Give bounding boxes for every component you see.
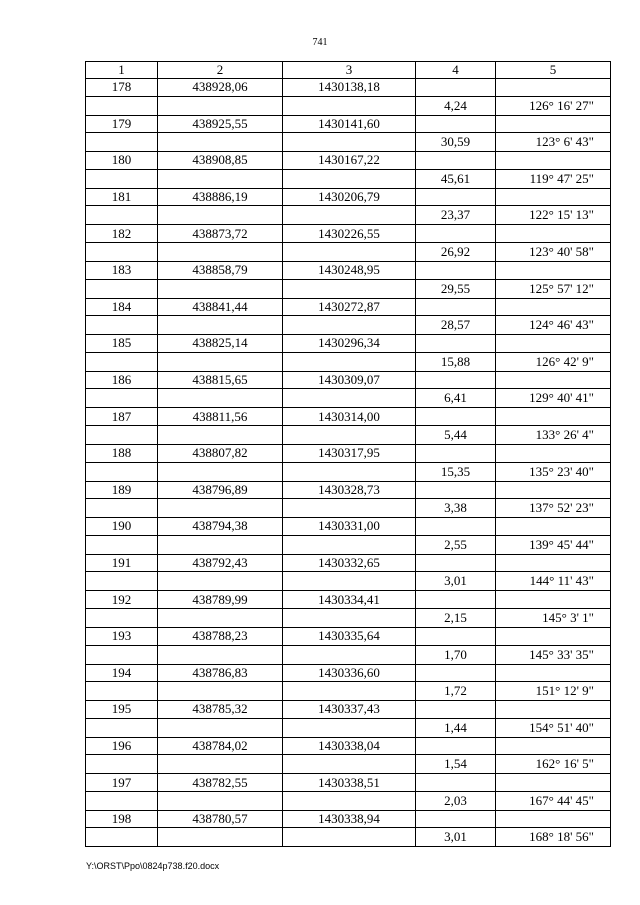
point-number-cell: 187	[86, 408, 158, 426]
bearing-cell	[496, 701, 611, 719]
bearing-cell: 126° 16' 27"	[496, 96, 611, 115]
bearing-cell: 135° 23' 40"	[496, 462, 611, 481]
file-path-footer: Y:\ORST\Ppo\0824p738.f20.docx	[86, 861, 220, 871]
distance-cell: 45,61	[416, 169, 496, 188]
x-coordinate-cell	[158, 242, 283, 261]
y-coordinate-cell	[283, 791, 416, 810]
point-number-cell	[86, 206, 158, 225]
y-coordinate-cell: 1430338,94	[283, 810, 416, 828]
distance-cell	[416, 79, 496, 97]
y-coordinate-cell: 1430331,00	[283, 518, 416, 536]
x-coordinate-cell	[158, 682, 283, 701]
y-coordinate-cell: 1430138,18	[283, 79, 416, 97]
bearing-cell	[496, 554, 611, 572]
point-row	[86, 225, 611, 243]
x-coordinate-cell: 438908,85	[158, 152, 283, 170]
point-number-cell	[86, 828, 158, 847]
point-number-cell	[86, 242, 158, 261]
segment-row	[86, 499, 611, 518]
x-coordinate-cell: 438782,55	[158, 774, 283, 792]
table-header-row	[86, 62, 611, 79]
x-coordinate-cell: 438789,99	[158, 591, 283, 609]
x-coordinate-cell	[158, 499, 283, 518]
x-coordinate-cell	[158, 352, 283, 371]
y-coordinate-cell	[283, 96, 416, 115]
bearing-cell	[496, 298, 611, 316]
distance-cell	[416, 335, 496, 353]
y-coordinate-cell	[283, 425, 416, 444]
distance-cell	[416, 115, 496, 133]
bearing-cell	[496, 627, 611, 645]
x-coordinate-cell	[158, 791, 283, 810]
point-number-cell	[86, 169, 158, 188]
distance-cell: 3,38	[416, 499, 496, 518]
y-coordinate-cell: 1430309,07	[283, 371, 416, 389]
bearing-cell	[496, 225, 611, 243]
bearing-cell	[496, 664, 611, 682]
bearing-cell: 122° 15' 13"	[496, 206, 611, 225]
distance-cell: 2,15	[416, 608, 496, 627]
y-coordinate-cell	[283, 645, 416, 664]
point-row	[86, 408, 611, 426]
bearing-cell: 139° 45' 44"	[496, 535, 611, 554]
point-number-cell: 196	[86, 737, 158, 755]
distance-cell	[416, 371, 496, 389]
x-coordinate-cell	[158, 206, 283, 225]
bearing-cell: 123° 6' 43"	[496, 133, 611, 152]
bearing-cell	[496, 810, 611, 828]
point-number-cell: 180	[86, 152, 158, 170]
point-number-cell: 192	[86, 591, 158, 609]
point-number-cell: 190	[86, 518, 158, 536]
coordinates-table	[85, 61, 611, 847]
point-number-cell	[86, 316, 158, 335]
distance-cell: 15,35	[416, 462, 496, 481]
distance-cell	[416, 298, 496, 316]
x-coordinate-cell	[158, 389, 283, 408]
distance-cell	[416, 261, 496, 279]
bearing-cell: 119° 47' 25"	[496, 169, 611, 188]
segment-row	[86, 206, 611, 225]
y-coordinate-cell: 1430338,51	[283, 774, 416, 792]
segment-row	[86, 462, 611, 481]
column-header: 3	[283, 62, 416, 79]
y-coordinate-cell: 1430141,60	[283, 115, 416, 133]
bearing-cell	[496, 188, 611, 206]
distance-cell: 1,70	[416, 645, 496, 664]
point-number-cell: 189	[86, 481, 158, 499]
bearing-cell	[496, 335, 611, 353]
distance-cell: 15,88	[416, 352, 496, 371]
point-row	[86, 481, 611, 499]
x-coordinate-cell	[158, 718, 283, 737]
point-row	[86, 115, 611, 133]
point-number-cell	[86, 499, 158, 518]
point-number-cell: 182	[86, 225, 158, 243]
y-coordinate-cell: 1430272,87	[283, 298, 416, 316]
x-coordinate-cell: 438925,55	[158, 115, 283, 133]
point-number-cell: 184	[86, 298, 158, 316]
x-coordinate-cell: 438807,82	[158, 444, 283, 462]
point-number-cell	[86, 279, 158, 298]
y-coordinate-cell: 1430296,34	[283, 335, 416, 353]
bearing-cell	[496, 115, 611, 133]
y-coordinate-cell	[283, 389, 416, 408]
distance-cell: 29,55	[416, 279, 496, 298]
bearing-cell: 144° 11' 43"	[496, 572, 611, 591]
segment-row	[86, 169, 611, 188]
y-coordinate-cell: 1430328,73	[283, 481, 416, 499]
column-header: 4	[416, 62, 496, 79]
x-coordinate-cell	[158, 169, 283, 188]
point-number-cell	[86, 682, 158, 701]
y-coordinate-cell	[283, 352, 416, 371]
distance-cell: 1,44	[416, 718, 496, 737]
point-row	[86, 79, 611, 97]
point-row	[86, 627, 611, 645]
x-coordinate-cell	[158, 133, 283, 152]
point-row	[86, 188, 611, 206]
point-row	[86, 152, 611, 170]
x-coordinate-cell	[158, 828, 283, 847]
point-row	[86, 737, 611, 755]
distance-cell	[416, 774, 496, 792]
point-number-cell	[86, 535, 158, 554]
point-number-cell: 194	[86, 664, 158, 682]
x-coordinate-cell: 438792,43	[158, 554, 283, 572]
point-row	[86, 335, 611, 353]
y-coordinate-cell	[283, 828, 416, 847]
bearing-cell: 154° 51' 40"	[496, 718, 611, 737]
y-coordinate-cell	[283, 133, 416, 152]
point-number-cell: 179	[86, 115, 158, 133]
x-coordinate-cell: 438788,23	[158, 627, 283, 645]
distance-cell: 2,03	[416, 791, 496, 810]
bearing-cell	[496, 79, 611, 97]
x-coordinate-cell: 438815,65	[158, 371, 283, 389]
x-coordinate-cell	[158, 425, 283, 444]
x-coordinate-cell	[158, 316, 283, 335]
segment-row	[86, 828, 611, 847]
distance-cell: 30,59	[416, 133, 496, 152]
distance-cell	[416, 554, 496, 572]
y-coordinate-cell: 1430334,41	[283, 591, 416, 609]
x-coordinate-cell: 438811,56	[158, 408, 283, 426]
bearing-cell: 133° 26' 4"	[496, 425, 611, 444]
distance-cell: 1,54	[416, 755, 496, 774]
point-number-cell: 195	[86, 701, 158, 719]
distance-cell: 2,55	[416, 535, 496, 554]
column-header: 5	[496, 62, 611, 79]
bearing-cell: 123° 40' 58"	[496, 242, 611, 261]
y-coordinate-cell	[283, 242, 416, 261]
segment-row	[86, 316, 611, 335]
distance-cell	[416, 664, 496, 682]
point-row	[86, 774, 611, 792]
bearing-cell	[496, 261, 611, 279]
x-coordinate-cell	[158, 462, 283, 481]
point-row	[86, 298, 611, 316]
y-coordinate-cell: 1430332,65	[283, 554, 416, 572]
bearing-cell	[496, 408, 611, 426]
y-coordinate-cell	[283, 572, 416, 591]
x-coordinate-cell: 438780,57	[158, 810, 283, 828]
point-row	[86, 554, 611, 572]
distance-cell: 1,72	[416, 682, 496, 701]
page-number: 741	[312, 37, 328, 48]
segment-row	[86, 133, 611, 152]
segment-row	[86, 645, 611, 664]
x-coordinate-cell	[158, 645, 283, 664]
distance-cell: 4,24	[416, 96, 496, 115]
x-coordinate-cell: 438785,32	[158, 701, 283, 719]
segment-row	[86, 755, 611, 774]
y-coordinate-cell	[283, 462, 416, 481]
bearing-cell	[496, 518, 611, 536]
x-coordinate-cell: 438786,83	[158, 664, 283, 682]
y-coordinate-cell: 1430335,64	[283, 627, 416, 645]
distance-cell	[416, 591, 496, 609]
y-coordinate-cell	[283, 206, 416, 225]
distance-cell	[416, 225, 496, 243]
x-coordinate-cell	[158, 279, 283, 298]
point-number-cell	[86, 718, 158, 737]
point-number-cell	[86, 791, 158, 810]
bearing-cell: 151° 12' 9"	[496, 682, 611, 701]
x-coordinate-cell	[158, 535, 283, 554]
y-coordinate-cell: 1430314,00	[283, 408, 416, 426]
point-number-cell	[86, 425, 158, 444]
distance-cell	[416, 152, 496, 170]
distance-cell	[416, 627, 496, 645]
segment-row	[86, 608, 611, 627]
segment-row	[86, 242, 611, 261]
point-number-cell	[86, 572, 158, 591]
point-number-cell	[86, 462, 158, 481]
segment-row	[86, 535, 611, 554]
x-coordinate-cell	[158, 608, 283, 627]
point-row	[86, 664, 611, 682]
bearing-cell: 137° 52' 23"	[496, 499, 611, 518]
point-number-cell: 193	[86, 627, 158, 645]
table-body	[86, 79, 611, 847]
y-coordinate-cell	[283, 718, 416, 737]
y-coordinate-cell	[283, 499, 416, 518]
bearing-cell	[496, 152, 611, 170]
point-row	[86, 591, 611, 609]
distance-cell: 23,37	[416, 206, 496, 225]
distance-cell	[416, 810, 496, 828]
point-row	[86, 261, 611, 279]
column-header: 1	[86, 62, 158, 79]
y-coordinate-cell	[283, 608, 416, 627]
bearing-cell: 145° 3' 1"	[496, 608, 611, 627]
distance-cell: 3,01	[416, 572, 496, 591]
bearing-cell: 167° 44' 45"	[496, 791, 611, 810]
distance-cell	[416, 701, 496, 719]
bearing-cell	[496, 591, 611, 609]
point-row	[86, 810, 611, 828]
bearing-cell: 162° 16' 5"	[496, 755, 611, 774]
x-coordinate-cell: 438886,19	[158, 188, 283, 206]
y-coordinate-cell	[283, 682, 416, 701]
y-coordinate-cell	[283, 279, 416, 298]
y-coordinate-cell: 1430167,22	[283, 152, 416, 170]
segment-row	[86, 96, 611, 115]
y-coordinate-cell	[283, 755, 416, 774]
point-number-cell: 198	[86, 810, 158, 828]
segment-row	[86, 718, 611, 737]
x-coordinate-cell: 438873,72	[158, 225, 283, 243]
distance-cell: 5,44	[416, 425, 496, 444]
bearing-cell: 125° 57' 12"	[496, 279, 611, 298]
distance-cell: 26,92	[416, 242, 496, 261]
segment-row	[86, 389, 611, 408]
point-number-cell: 178	[86, 79, 158, 97]
x-coordinate-cell: 438841,44	[158, 298, 283, 316]
point-row	[86, 444, 611, 462]
x-coordinate-cell	[158, 572, 283, 591]
x-coordinate-cell	[158, 96, 283, 115]
segment-row	[86, 352, 611, 371]
x-coordinate-cell: 438858,79	[158, 261, 283, 279]
distance-cell	[416, 518, 496, 536]
x-coordinate-cell: 438794,38	[158, 518, 283, 536]
segment-row	[86, 791, 611, 810]
point-number-cell	[86, 352, 158, 371]
y-coordinate-cell: 1430338,04	[283, 737, 416, 755]
distance-cell: 6,41	[416, 389, 496, 408]
point-number-cell	[86, 96, 158, 115]
bearing-cell: 126° 42' 9"	[496, 352, 611, 371]
segment-row	[86, 425, 611, 444]
point-number-cell	[86, 645, 158, 664]
distance-cell	[416, 481, 496, 499]
y-coordinate-cell: 1430337,43	[283, 701, 416, 719]
point-number-cell: 197	[86, 774, 158, 792]
y-coordinate-cell: 1430336,60	[283, 664, 416, 682]
point-number-cell	[86, 389, 158, 408]
distance-cell	[416, 408, 496, 426]
segment-row	[86, 572, 611, 591]
x-coordinate-cell: 438928,06	[158, 79, 283, 97]
y-coordinate-cell	[283, 169, 416, 188]
y-coordinate-cell: 1430317,95	[283, 444, 416, 462]
point-number-cell: 191	[86, 554, 158, 572]
bearing-cell	[496, 371, 611, 389]
bearing-cell: 168° 18' 56"	[496, 828, 611, 847]
point-number-cell: 185	[86, 335, 158, 353]
x-coordinate-cell: 438784,02	[158, 737, 283, 755]
point-number-cell	[86, 608, 158, 627]
segment-row	[86, 682, 611, 701]
distance-cell: 3,01	[416, 828, 496, 847]
bearing-cell: 124° 46' 43"	[496, 316, 611, 335]
point-row	[86, 518, 611, 536]
y-coordinate-cell	[283, 535, 416, 554]
distance-cell	[416, 737, 496, 755]
bearing-cell	[496, 481, 611, 499]
distance-cell	[416, 188, 496, 206]
x-coordinate-cell: 438825,14	[158, 335, 283, 353]
point-row	[86, 701, 611, 719]
y-coordinate-cell: 1430206,79	[283, 188, 416, 206]
distance-cell	[416, 444, 496, 462]
column-header: 2	[158, 62, 283, 79]
point-number-cell: 186	[86, 371, 158, 389]
bearing-cell	[496, 737, 611, 755]
point-number-cell	[86, 133, 158, 152]
y-coordinate-cell: 1430248,95	[283, 261, 416, 279]
point-number-cell	[86, 755, 158, 774]
y-coordinate-cell: 1430226,55	[283, 225, 416, 243]
segment-row	[86, 279, 611, 298]
bearing-cell: 129° 40' 41"	[496, 389, 611, 408]
x-coordinate-cell	[158, 755, 283, 774]
point-row	[86, 371, 611, 389]
x-coordinate-cell: 438796,89	[158, 481, 283, 499]
distance-cell: 28,57	[416, 316, 496, 335]
point-number-cell: 181	[86, 188, 158, 206]
bearing-cell	[496, 774, 611, 792]
bearing-cell: 145° 33' 35"	[496, 645, 611, 664]
bearing-cell	[496, 444, 611, 462]
y-coordinate-cell	[283, 316, 416, 335]
point-number-cell: 188	[86, 444, 158, 462]
point-number-cell: 183	[86, 261, 158, 279]
